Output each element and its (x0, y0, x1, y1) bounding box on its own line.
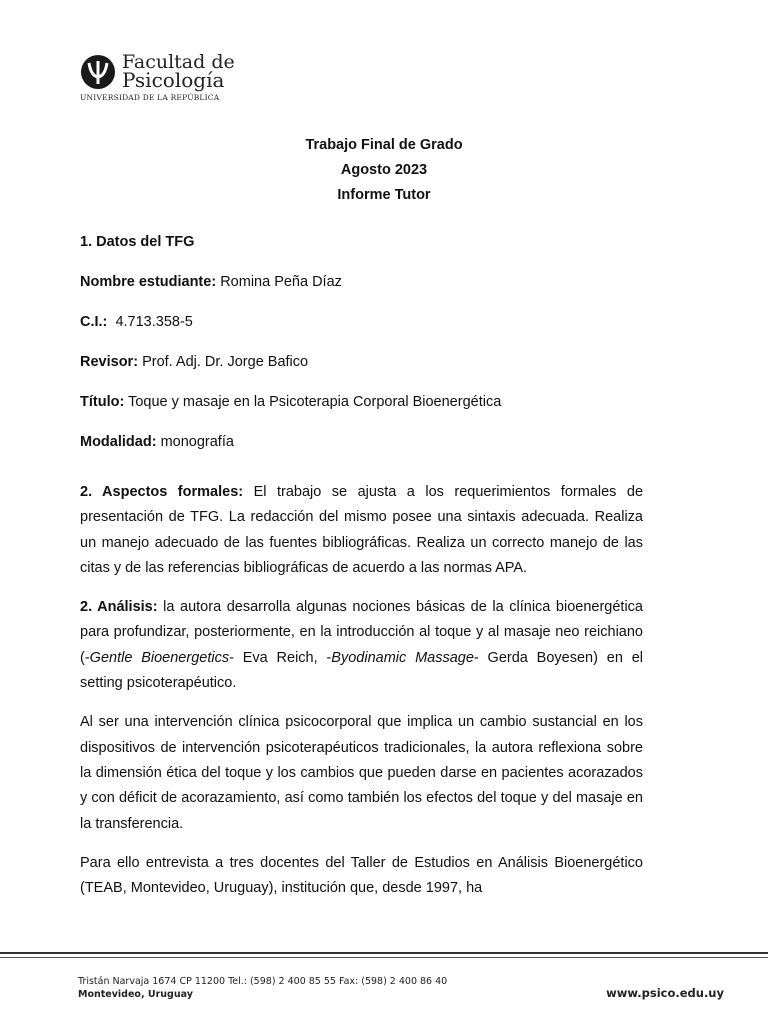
analysis-text-b: - Eva Reich, - (229, 649, 332, 666)
field-reviewer (80, 352, 643, 372)
logo-text-line2: Psicología (122, 68, 225, 92)
footer-divider (0, 952, 768, 954)
field-reviewer-label: Revisor: (80, 354, 139, 370)
document-body (80, 232, 643, 915)
analysis-text-c: - Gerda Boyesen) en el setting psicoterapéutico. (80, 649, 643, 692)
logo-university: UNIVERSIDAD DE LA REPÚBLICA (80, 93, 220, 102)
section2-paragraph (80, 480, 643, 581)
field-student-label: Nombre estudiante: (80, 274, 217, 290)
analysis-italic-1: Gentle Bioenergetics (89, 649, 230, 666)
field-student (80, 272, 643, 292)
analysis-label: 2. Análisis: (80, 599, 158, 616)
footer-address-block (78, 975, 447, 1001)
logo-text-line1: Facultad de (122, 51, 235, 73)
document-header (0, 133, 768, 208)
field-ci-label: C.I.: (80, 314, 108, 330)
field-title-value: Toque y masaje en la Psicoterapia Corporal Bioenergética (128, 394, 502, 410)
footer-city: Montevideo, Uruguay (78, 989, 193, 1000)
faculty-logo (80, 52, 280, 104)
section2-label: 2. Aspectos formales: (80, 484, 244, 500)
field-modality-value: monografía (160, 434, 234, 450)
analysis-text-a: la autora desarrolla algunas nociones básicas de la clínica bioenergética para profundizar, posteriormente, en la introducción al toque y al masaje neo reichiano (- (80, 599, 643, 666)
psi-logo-icon (80, 54, 116, 90)
field-title (80, 392, 643, 412)
footer-address: Tristán Narvaja 1674 CP 11200 Tel.: (598) 2 400 85 55 Fax: (598) 2 400 86 40 (78, 976, 448, 987)
footer-website: www.psico.edu.uy (606, 986, 724, 1000)
field-title-label: Título: (80, 394, 125, 410)
paragraph-3: Al ser una intervención clínica psicocorporal que implica un cambio sustancial en los dispositivos de intervención psicoterapéuticos tradicionales, la autora reflexiona sobre la dimensión ética del toque y los cambios que pueden darse en pacientes acorazados y con déficit de acorazamiento, así como también los efectos del toque y del masaje en la transferencia. (80, 714, 643, 832)
header-title: Trabajo Final de Grado (305, 137, 463, 153)
header-date: Agosto 2023 (340, 162, 428, 178)
analysis-italic-2: Byodinamic Massage (331, 649, 474, 666)
header-subtitle: Informe Tutor (337, 187, 431, 203)
field-reviewer-value: Prof. Adj. Dr. Jorge Bafico (142, 354, 309, 370)
paragraph-4: Para ello entrevista a tres docentes del Taller de Estudios en Análisis Bioenergético (TEAB, Montevideo, Uruguay), institución que, desde 1997, ha (80, 854, 643, 897)
footer-divider-thin (0, 957, 768, 958)
field-ci-value: 4.713.358-5 (115, 314, 193, 330)
analysis-paragraph (80, 595, 643, 696)
section1-heading: 1. Datos del TFG (80, 234, 195, 250)
field-student-value: Romina Peña Díaz (220, 274, 342, 290)
field-modality-label: Modalidad: (80, 434, 157, 450)
field-modality (80, 432, 643, 452)
field-ci (80, 312, 643, 332)
section2-text: El trabajo se ajusta a los requerimientos formales de presentación de TFG. La redacción del mismo posee una sintaxis adecuada. Realiza un manejo adecuado de las fuentes bibliográficas. Realiza un correcto manejo de las citas y de las referencias bibliográficas de acuerdo a las normas APA. (80, 484, 644, 576)
